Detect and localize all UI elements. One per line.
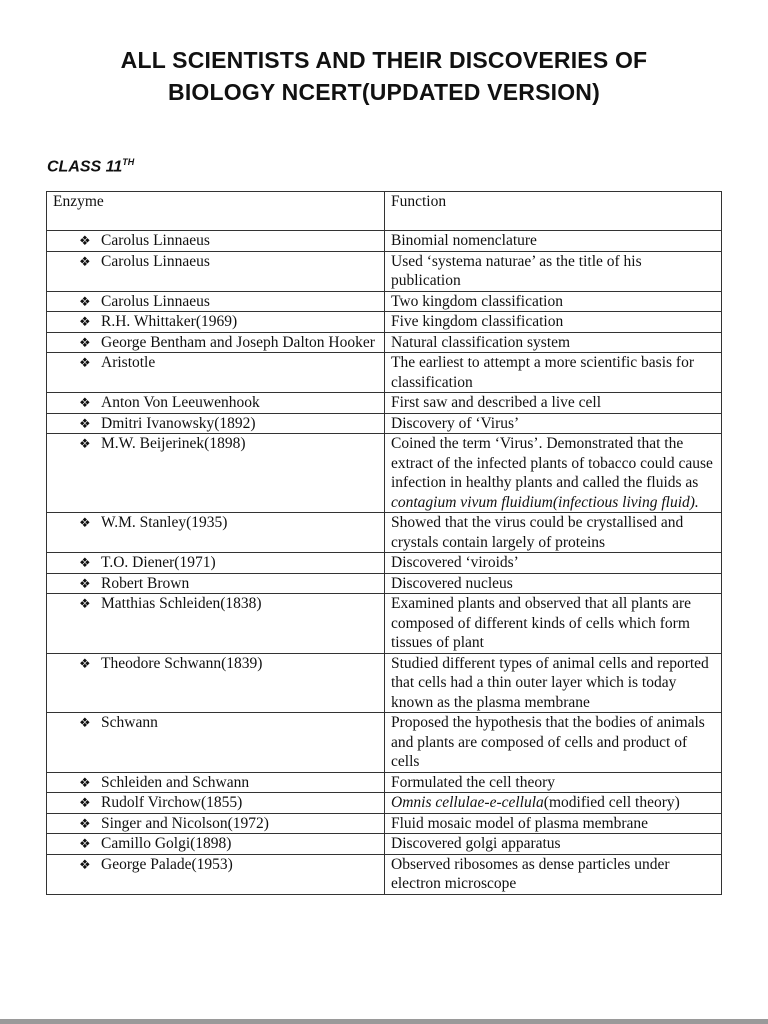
function-cell (385, 393, 722, 414)
scientist-entry (53, 312, 378, 332)
table-row (47, 312, 722, 333)
scientist-name: Carolus Linnaeus (101, 232, 210, 249)
function-cell (385, 231, 722, 252)
table-header-row (47, 192, 722, 231)
bullet-icon: ❖ (79, 815, 91, 831)
table-row (47, 713, 722, 773)
function-cell (385, 413, 722, 434)
scientist-cell (47, 413, 385, 434)
scientist-entry (53, 713, 378, 733)
scientist-cell (47, 353, 385, 393)
function-text: Formulated the cell theory (391, 773, 555, 791)
function-text: (modified cell theory) (543, 794, 680, 811)
scientist-entry (53, 855, 378, 875)
scientist-cell (47, 573, 385, 594)
scientist-name: Dmitri Ivanowsky(1892) (101, 414, 256, 432)
scientist-cell (47, 653, 385, 713)
scientist-entry (53, 414, 378, 434)
table-row (47, 772, 722, 793)
function-text: Observed ribosomes as dense particles under electron microscope (391, 855, 670, 892)
header-function: Function (385, 192, 722, 231)
scientist-name: Rudolf Virchow(1855) (101, 794, 243, 811)
table-row (47, 793, 722, 814)
scientist-cell (47, 393, 385, 414)
scientist-entry (53, 594, 378, 614)
function-text: Discovered golgi apparatus (391, 835, 561, 852)
scientist-name: Camillo Golgi(1898) (101, 835, 232, 852)
scientist-cell (47, 594, 385, 654)
scientist-name: W.M. Stanley(1935) (101, 514, 228, 531)
bullet-icon: ❖ (79, 774, 91, 790)
bullet-icon: ❖ (79, 555, 91, 570)
scientist-entry (53, 574, 378, 594)
table-row (47, 434, 722, 513)
function-cell (385, 434, 722, 513)
function-cell (385, 854, 722, 894)
header-enzyme: Enzyme (47, 192, 385, 231)
bullet-icon: ❖ (79, 836, 91, 851)
scientist-name: Schleiden and Schwann (101, 773, 250, 791)
scientist-cell (47, 332, 385, 353)
scientist-entry (53, 773, 378, 793)
document-title (0, 44, 768, 108)
function-cell (385, 251, 722, 291)
scientist-cell (47, 251, 385, 291)
table-row (47, 594, 722, 654)
table-row (47, 854, 722, 894)
page-bottom-divider (0, 1019, 768, 1024)
scientist-entry (53, 513, 378, 533)
scientist-cell (47, 231, 385, 252)
function-text: Coined the term ‘Virus’. Demonstrated that the extract of the infected plants of tobacco could cause infection in healthy plants and called the fluids as (391, 435, 713, 491)
function-cell (385, 594, 722, 654)
function-text: Showed that the virus could be crystallised and crystals contain largely of proteins (391, 514, 684, 551)
scientist-name: Carolus Linnaeus (101, 252, 210, 270)
scientist-cell (47, 513, 385, 553)
scientist-entry (53, 834, 378, 854)
scientist-cell (47, 434, 385, 513)
scientist-name: M.W. Beijerinek(1898) (101, 435, 246, 452)
scientist-cell (47, 553, 385, 574)
function-cell (385, 772, 722, 793)
bullet-icon: ❖ (79, 355, 91, 370)
function-cell (385, 291, 722, 312)
bullet-icon: ❖ (79, 253, 91, 269)
function-text: The earliest to attempt a more scientific basis for classification (391, 354, 694, 391)
scientist-name: Carolus Linnaeus (101, 292, 210, 310)
scientist-cell (47, 772, 385, 793)
scientist-entry (53, 793, 378, 813)
function-cell (385, 813, 722, 834)
scientist-name: Anton Von Leeuwenhook (101, 394, 260, 411)
bullet-icon: ❖ (79, 436, 91, 451)
scientist-cell (47, 813, 385, 834)
bullet-icon: ❖ (79, 395, 91, 410)
function-cell (385, 513, 722, 553)
table-row (47, 231, 722, 252)
function-text: Discovered ‘viroids’ (391, 554, 519, 571)
bullet-icon: ❖ (79, 795, 91, 810)
function-text: Five kingdom classification (391, 313, 564, 330)
function-text: Natural classification system (391, 333, 571, 351)
function-italic-text: Omnis cellulae-e-cellula (391, 794, 544, 811)
scientist-name: Singer and Nicolson(1972) (101, 814, 269, 832)
function-text: Fluid mosaic model of plasma membrane (391, 814, 648, 832)
bullet-icon: ❖ (79, 415, 91, 431)
scientist-entry (53, 654, 378, 674)
scientist-entry (53, 292, 378, 312)
scientist-entry (53, 353, 378, 373)
scientist-name: Matthias Schleiden(1838) (101, 595, 262, 612)
scientist-name: Theodore Schwann(1839) (101, 654, 263, 672)
table-row (47, 393, 722, 414)
table-row (47, 332, 722, 353)
scientist-cell (47, 834, 385, 855)
scientist-cell (47, 854, 385, 894)
scientist-name: George Bentham and Joseph Dalton Hooker (101, 333, 375, 351)
scientist-cell (47, 312, 385, 333)
function-cell (385, 653, 722, 713)
scientist-cell (47, 793, 385, 814)
function-text: Discovery of ‘Virus’ (391, 414, 520, 432)
table-row (47, 553, 722, 574)
function-cell (385, 834, 722, 855)
bullet-icon: ❖ (79, 715, 91, 730)
scientist-name: R.H. Whittaker(1969) (101, 313, 238, 330)
scientist-entry (53, 333, 378, 353)
scientist-entry (53, 231, 378, 251)
scientist-name: T.O. Diener(1971) (101, 554, 216, 571)
table-row (47, 573, 722, 594)
class-heading (47, 157, 134, 176)
function-text: Proposed the hypothesis that the bodies of animals and plants are composed of cells and product of cells (391, 714, 705, 770)
table-row (47, 834, 722, 855)
function-cell (385, 713, 722, 773)
function-cell (385, 353, 722, 393)
scientist-entry (53, 553, 378, 573)
function-text: Used ‘systema naturae’ as the title of his publication (391, 252, 642, 289)
scientists-table-body (47, 192, 722, 895)
function-cell (385, 332, 722, 353)
function-text: Studied different types of animal cells and reported that cells had a thin outer layer which is today known as the plasma membrane (391, 654, 709, 711)
scientist-cell (47, 291, 385, 312)
scientists-table (46, 191, 722, 895)
table-row (47, 251, 722, 291)
function-text: First saw and described a live cell (391, 394, 602, 411)
function-text: Examined plants and observed that all plants are composed of different kinds of cells which form tissues of plant (391, 595, 692, 651)
table-row (47, 291, 722, 312)
scientist-name: Robert Brown (101, 574, 190, 592)
bullet-icon: ❖ (79, 334, 91, 350)
function-cell (385, 573, 722, 594)
function-text: Binomial nomenclature (391, 232, 537, 249)
bullet-icon: ❖ (79, 596, 91, 611)
table-row (47, 513, 722, 553)
class-heading-sup: TH (122, 157, 135, 167)
table-row (47, 353, 722, 393)
scientist-entry (53, 393, 378, 413)
function-cell (385, 312, 722, 333)
scientist-name: Schwann (101, 714, 158, 731)
scientist-name: George Palade(1953) (101, 855, 233, 873)
bullet-icon: ❖ (79, 314, 91, 329)
title-line-1: ALL SCIENTISTS AND THEIR DISCOVERIES OF (120, 47, 648, 73)
scientist-name: Aristotle (101, 354, 156, 371)
table-row (47, 413, 722, 434)
scientist-entry (53, 434, 378, 454)
class-heading-text: CLASS 11 (47, 158, 123, 176)
function-text: Discovered nucleus (391, 574, 513, 592)
scientist-cell (47, 713, 385, 773)
function-italic-text: contagium vivum fluidium(infectious living fluid). (391, 493, 699, 511)
table-row (47, 653, 722, 713)
function-cell (385, 553, 722, 574)
scientist-entry (53, 252, 378, 272)
function-cell (385, 793, 722, 814)
title-line-2: BIOLOGY NCERT(UPDATED VERSION) (168, 79, 600, 105)
bullet-icon: ❖ (79, 515, 91, 530)
bullet-icon: ❖ (79, 655, 91, 671)
bullet-icon: ❖ (79, 856, 91, 872)
table-row (47, 813, 722, 834)
bullet-icon: ❖ (79, 575, 91, 591)
bullet-icon: ❖ (79, 293, 91, 309)
scientist-entry (53, 814, 378, 834)
bullet-icon: ❖ (79, 233, 91, 248)
function-text: Two kingdom classification (391, 292, 563, 310)
